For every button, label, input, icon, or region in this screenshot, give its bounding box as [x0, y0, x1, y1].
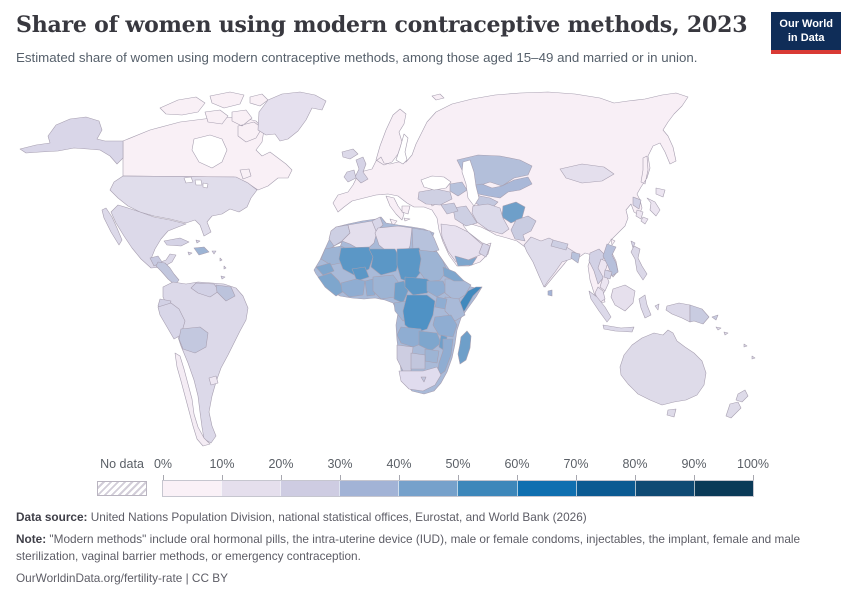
- legend-tick-label: 70%: [563, 457, 589, 471]
- chart-header: [16, 12, 761, 67]
- map-region-philippines[interactable]: [631, 246, 647, 280]
- legend-tick-label: 30%: [327, 457, 353, 471]
- map-region-madagascar[interactable]: [458, 331, 471, 364]
- note-line: [16, 531, 836, 565]
- map-region-uk[interactable]: [355, 157, 368, 183]
- legend-tick-mark: [576, 475, 577, 480]
- chart-footer: [16, 509, 836, 592]
- map-region-papua-new-guinea[interactable]: [690, 305, 718, 324]
- legend-tick-mark: [399, 475, 400, 480]
- legend-no-data-label: No data: [100, 457, 144, 471]
- legend-bin[interactable]: [280, 481, 339, 496]
- map-region-australia[interactable]: [620, 330, 706, 417]
- map-region-caribbean-islands[interactable]: [188, 240, 226, 279]
- legend-bin[interactable]: [457, 481, 516, 496]
- map-region-borneo[interactable]: [611, 285, 635, 311]
- legend-tick-mark: [163, 475, 164, 480]
- legend-bin[interactable]: [635, 481, 694, 496]
- legend-tick-mark: [517, 475, 518, 480]
- data-source-line: [16, 509, 836, 526]
- map-region-south-korea[interactable]: [636, 210, 643, 219]
- legend-bin[interactable]: [398, 481, 457, 496]
- chart-subtitle: Estimated share of women using modern contraceptive methods, among those aged 15–49 and married or in union.: [16, 50, 698, 65]
- legend-tick-label: 50%: [445, 457, 471, 471]
- map-region-uruguay[interactable]: [209, 376, 218, 385]
- owid-logo[interactable]: [771, 12, 841, 54]
- legend-bin[interactable]: [221, 481, 280, 496]
- map-region-central-america[interactable]: [156, 262, 179, 285]
- map-region-new-zealand[interactable]: [726, 390, 748, 418]
- owid-logo-line1: Our World: [779, 18, 833, 30]
- map-region-ireland[interactable]: [344, 170, 356, 182]
- page-title: Share of women using modern contraceptive methods, 2023: [16, 12, 748, 38]
- legend-tick-label: 100%: [737, 457, 769, 471]
- legend-no-data-swatch[interactable]: [97, 481, 147, 496]
- legend-tick-mark: [222, 475, 223, 480]
- owid-logo-line2: in Data: [787, 32, 825, 45]
- legend-tick-mark: [694, 475, 695, 480]
- map-region-hispaniola[interactable]: [194, 247, 209, 255]
- legend-tick-mark: [281, 475, 282, 480]
- map-region-zimbabwe[interactable]: [425, 349, 439, 363]
- legend-tick-mark: [458, 475, 459, 480]
- legend-tick-label: 90%: [681, 457, 707, 471]
- map-region-cuba[interactable]: [164, 238, 189, 246]
- map-region-japan[interactable]: [641, 188, 665, 224]
- legend-tick-label: 40%: [386, 457, 412, 471]
- map-region-uganda[interactable]: [435, 297, 447, 309]
- legend-bin[interactable]: [339, 481, 398, 496]
- map-region-sri-lanka[interactable]: [548, 290, 552, 296]
- legend-tick-label: 60%: [504, 457, 530, 471]
- citation-line[interactable]: OurWorldinData.org/fertility-rate | CC BY: [16, 571, 228, 586]
- map-region-south-america[interactable]: [163, 282, 248, 443]
- map-region-pacific-islands[interactable]: [716, 327, 755, 359]
- legend-tick-mark: [753, 475, 754, 480]
- legend-tick-label: 20%: [268, 457, 294, 471]
- map-region-iceland[interactable]: [342, 149, 358, 159]
- map-region-botswana[interactable]: [411, 353, 425, 369]
- legend-tick-mark: [340, 475, 341, 480]
- legend-tick-mark: [635, 475, 636, 480]
- map-region-cambodia[interactable]: [604, 270, 612, 279]
- map-region-greenland[interactable]: [258, 92, 326, 141]
- legend-tick-label: 0%: [153, 457, 173, 471]
- map-region-bangladesh[interactable]: [571, 252, 580, 263]
- note-text: "Modern methods" include oral hormonal pills, the intra-uterine device (IUD), male or female condoms, injectables, the implant, female and male sterilization, vaginal barrier methods, or emergency contraception.: [16, 532, 801, 564]
- note-label: Note:: [16, 532, 47, 547]
- legend-bin[interactable]: [694, 481, 753, 496]
- map-region-alaska[interactable]: [20, 117, 123, 164]
- legend-bin[interactable]: [576, 481, 635, 496]
- map-region-saudi-arabia[interactable]: [441, 224, 484, 262]
- data-source-label: Data source:: [16, 510, 88, 524]
- legend-tick-label: 80%: [622, 457, 648, 471]
- legend-bin[interactable]: [163, 481, 221, 496]
- legend-color-bar: [163, 481, 753, 496]
- data-source-text: United Nations Population Division, national statistical offices, Eurostat, and World Bank (2026): [87, 510, 587, 524]
- legend-tick-label: 10%: [209, 457, 235, 471]
- map-region-namibia[interactable]: [397, 345, 413, 371]
- legend-bin[interactable]: [517, 481, 576, 496]
